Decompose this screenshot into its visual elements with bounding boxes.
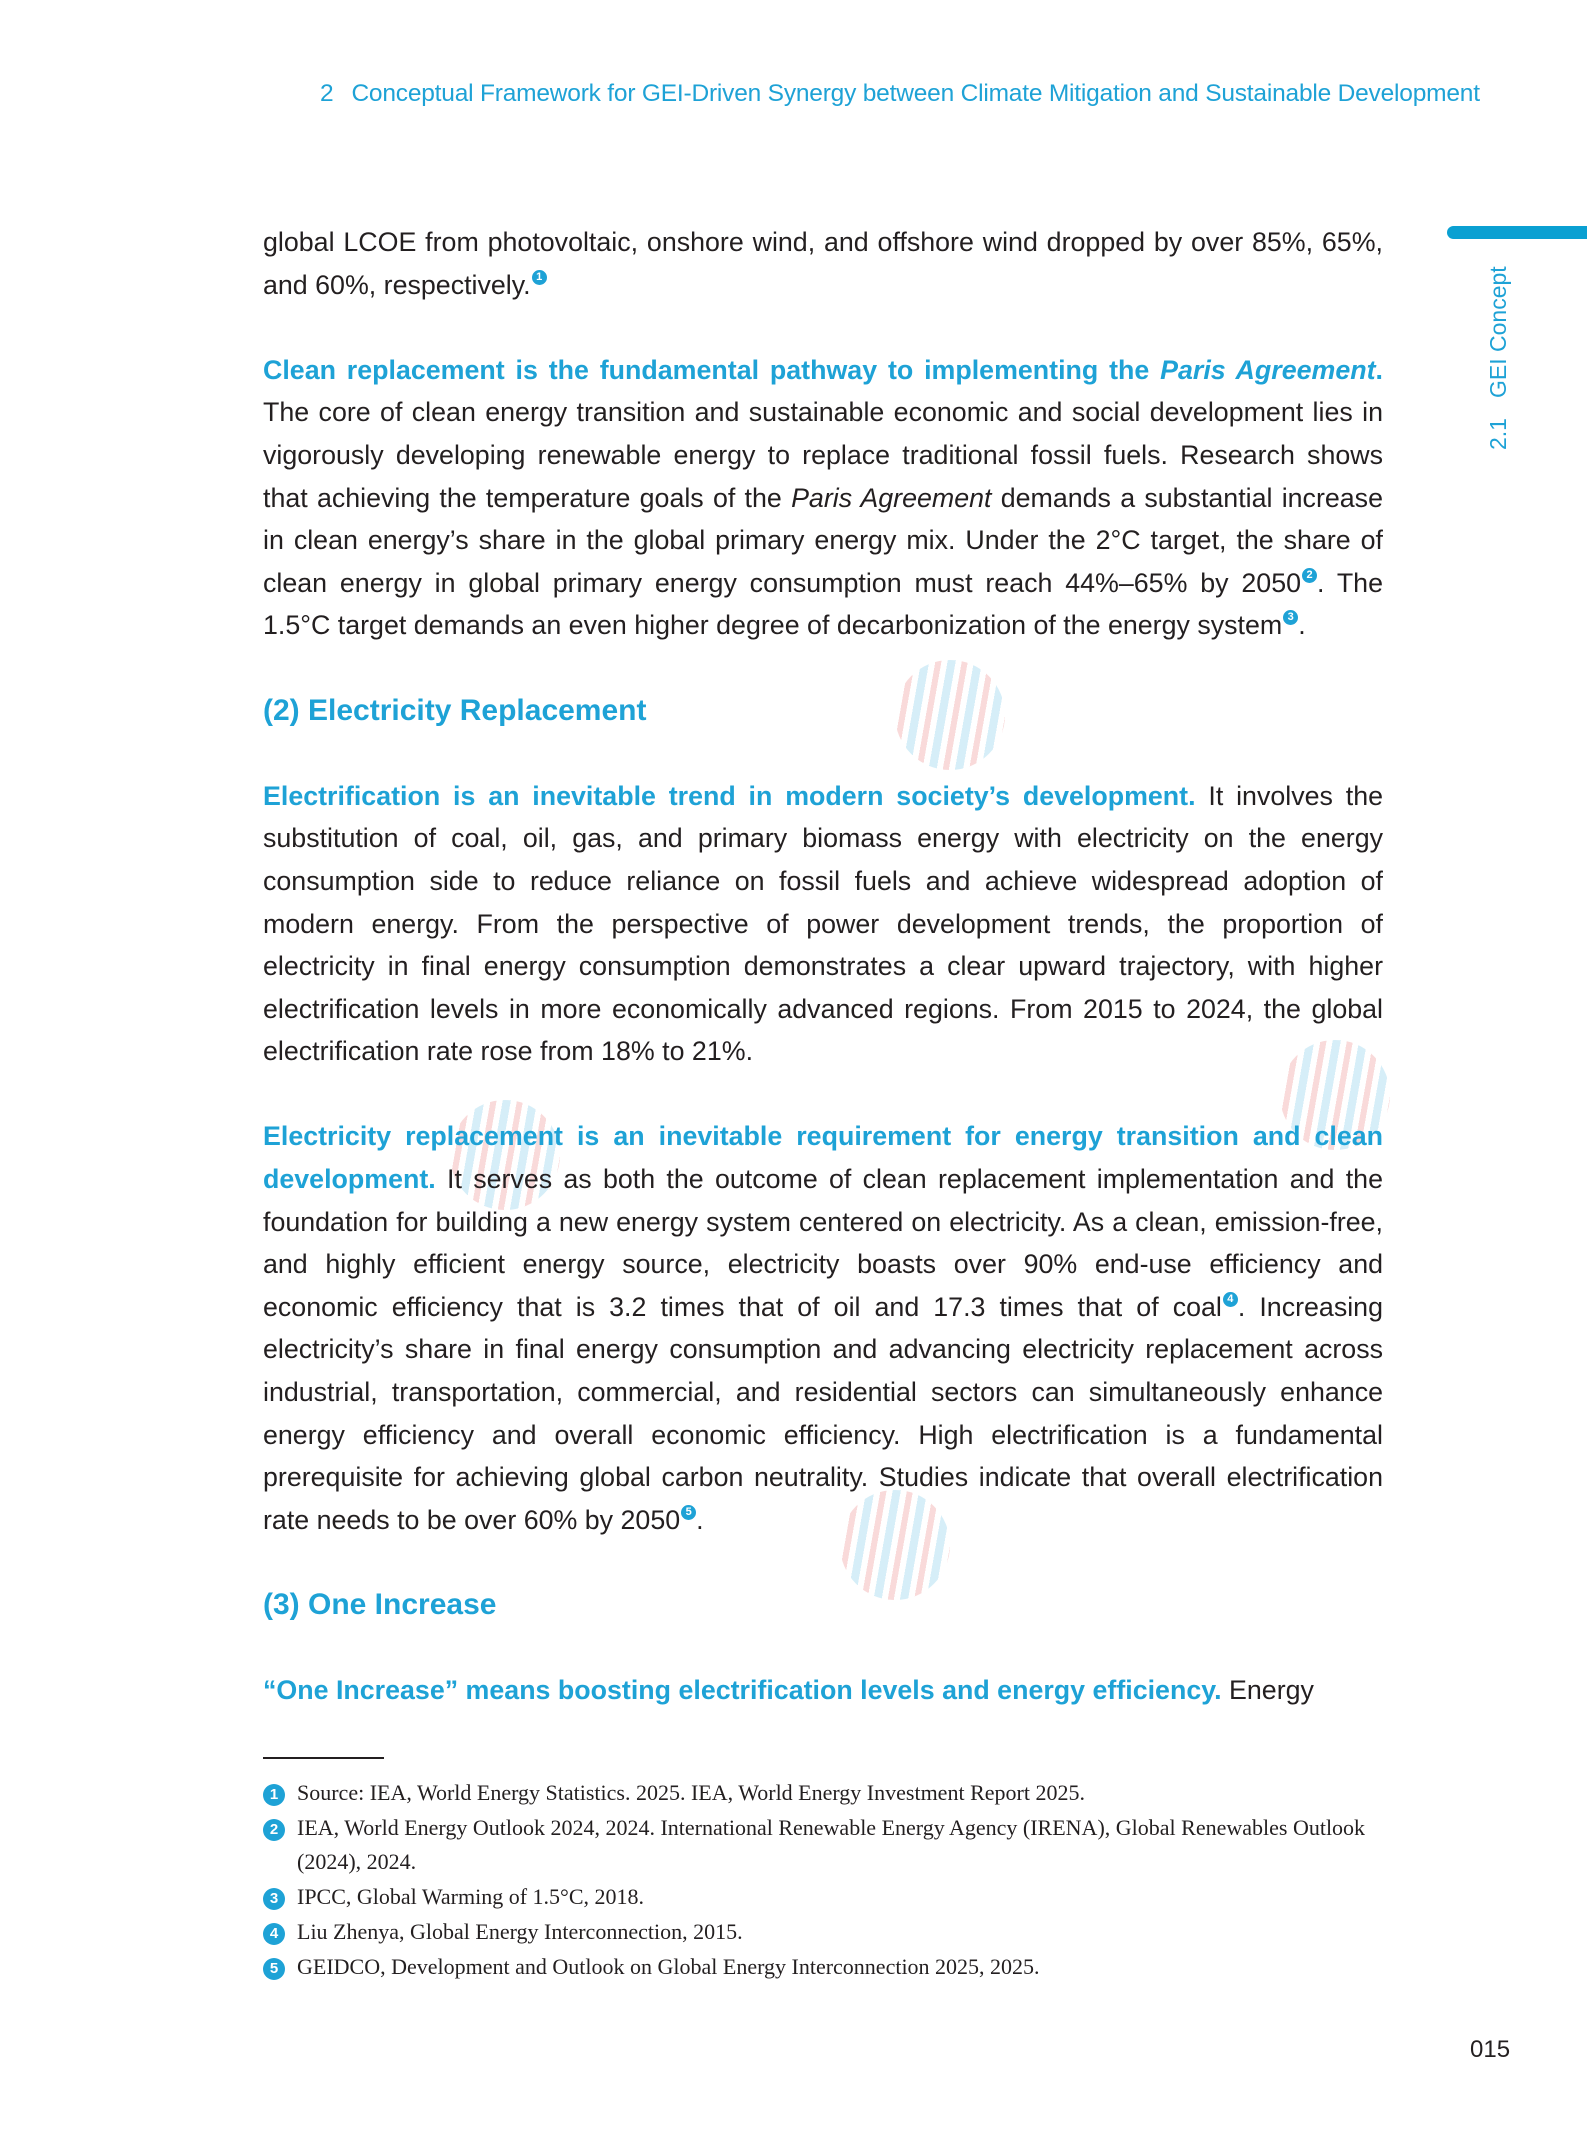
footnote-divider: [263, 1757, 384, 1759]
paragraph: [263, 1115, 1383, 1541]
chapter-title: Conceptual Framework for GEI-Driven Synergy between Climate Mitigation and Sustainable Development: [351, 80, 1480, 107]
footnote-marker[interactable]: 4: [1223, 1292, 1238, 1307]
section-title: GEI Concept: [1485, 266, 1511, 399]
text: Clean replacement is the fundamental pathway to implementing the: [263, 354, 1161, 385]
text: . Increasing electricity’s share in final energy consumption and advancing electricity replacement across industrial, transportation, commercial, and residential sectors can simultaneously enhance energy efficiency and overall economic efficiency. High electrification is a fundamental prerequisite for achieving global carbon neutrality. Studies indicate that overall electrification rate needs to be over 60% by 2050: [263, 1291, 1383, 1535]
page-number: 015: [1470, 2036, 1511, 2063]
footnote-number-badge: 2: [263, 1819, 285, 1841]
text: Energy: [1221, 1675, 1314, 1706]
lead-sentence: Electrification is an inevitable trend in modern society’s development.: [263, 780, 1196, 811]
footnote-number-badge: 3: [263, 1888, 285, 1910]
section-tab-label: [1485, 266, 1512, 450]
paragraph: [263, 775, 1383, 1073]
italic-title: Paris Agreement: [791, 482, 992, 513]
section-tab-bar: [1447, 226, 1587, 239]
italic-title: Paris Agreement: [1160, 354, 1376, 385]
footnote-item: [263, 1811, 1383, 1880]
footnotes: [263, 1776, 1383, 1984]
footnote-marker[interactable]: 2: [1302, 568, 1317, 583]
footnote-item: [263, 1915, 1383, 1950]
text: . The 1.5°C target demands an even higher degree of decarbonization of the energy system: [263, 567, 1383, 641]
footnote-text: Source: IEA, World Energy Statistics. 2025. IEA, World Energy Investment Report 2025.: [297, 1780, 1085, 1805]
text: It serves as both the outcome of clean replacement implementation and the foundation for building a new energy system centered on electricity. As a clean, emission-free, and highly efficient energy source, electricity boasts over 90% end-use efficiency and economic efficiency that is 3.2 times that of oil and 17.3 times that of coal: [263, 1164, 1383, 1322]
text: It involves the substitution of coal, oil, gas, and primary biomass energy with electricity on the energy consumption side to reduce reliance on fossil fuels and achieve widespread adoption of modern energy. From the perspective of power development trends, the proportion of electricity in final energy consumption demonstrates a clear upward trajectory, with higher electrification levels in more economically advanced regions. From 2015 to 2024, the global electrification rate rose from 18% to 21%.: [263, 780, 1383, 1067]
footnote-item: [263, 1880, 1383, 1915]
footnote-marker[interactable]: 3: [1283, 610, 1298, 625]
paragraph: [263, 1669, 1383, 1712]
footnote-text: GEIDCO, Development and Outlook on Global Energy Interconnection 2025, 2025.: [297, 1953, 1040, 1979]
chapter-number: 2: [320, 80, 334, 107]
footnote-item: [263, 1950, 1383, 1985]
text: .: [1298, 610, 1306, 641]
lead-sentence: [263, 355, 1383, 385]
section-number: 2.1: [1485, 418, 1511, 450]
text: The core of clean energy transition and sustainable economic and social development lies in vigorously developing renewable energy to replace traditional fossil fuels. Research shows that achieving the temperature goals of the: [263, 397, 1383, 513]
footnote-marker[interactable]: 1: [532, 270, 547, 285]
lead-sentence: Electricity replacement is an inevitable requirement for energy transition and clean development.: [263, 1121, 1383, 1195]
footnote-marker[interactable]: 5: [681, 1505, 696, 1520]
footnote-text: IEA, World Energy Outlook 2024, 2024. International Renewable Energy Agency (IRENA), Global Renewables Outlook (2024), 2024.: [297, 1814, 1366, 1875]
text: demands a substantial increase in clean energy’s share in the global primary energy mix. Under the 2°C target, the share of clean energy in global primary energy consumption must reach 44%–65% by 2050: [263, 482, 1383, 598]
section-heading: (3) One Increase: [263, 1588, 497, 1621]
footnote-text: Liu Zhenya, Global Energy Interconnection, 2015.: [297, 1918, 743, 1944]
footnote-number-badge: 4: [263, 1923, 285, 1945]
text: global LCOE from photovoltaic, onshore wind, and offshore wind dropped by over 85%, 65%, and 60%, respectively.: [263, 227, 1383, 300]
footnote-text: IPCC, Global Warming of 1.5°C, 2018.: [297, 1884, 645, 1910]
footnote-number-badge: 5: [263, 1958, 285, 1980]
text: .: [696, 1504, 704, 1535]
running-header: [320, 80, 1480, 108]
paragraph: [263, 349, 1383, 647]
footnote-item: [263, 1776, 1383, 1811]
body-text: [263, 221, 1383, 1754]
footnote-number-badge: 1: [263, 1784, 285, 1806]
paragraph: [263, 221, 1383, 306]
section-heading: (2) Electricity Replacement: [263, 693, 647, 727]
lead-sentence: “One Increase” means boosting electrification levels and energy efficiency.: [263, 1675, 1222, 1706]
text: .: [1375, 354, 1383, 385]
